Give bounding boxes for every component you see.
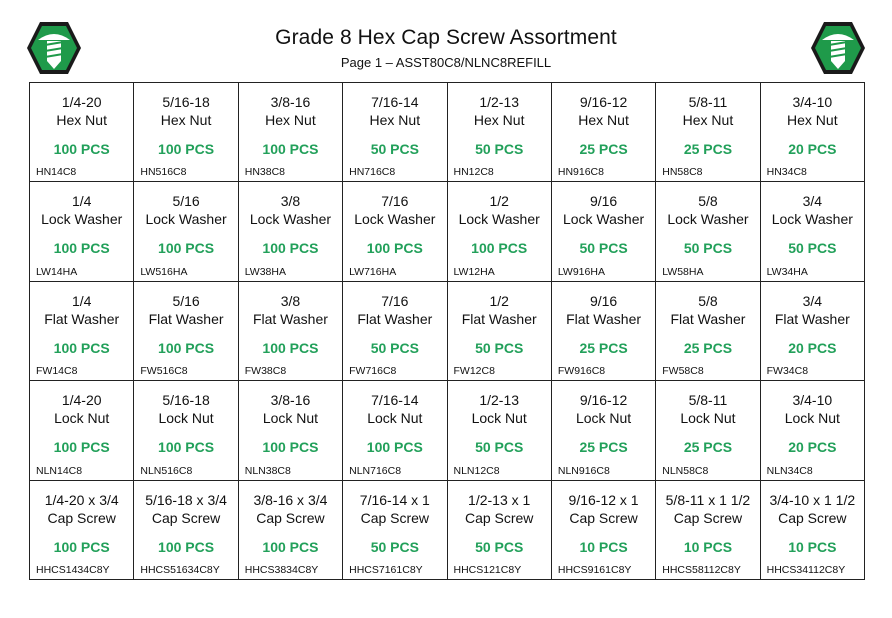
item-cell (30, 182, 134, 281)
item-size: 1/4-20 x 3/4 (44, 491, 119, 508)
item-quantity: 50 PCS (370, 141, 419, 157)
item-type: Cap Screw (151, 509, 221, 526)
item-quantity: 100 PCS (158, 339, 215, 356)
item-code: NLN58C8 (662, 464, 709, 477)
item-quantity: 100 PCS (262, 439, 319, 456)
item-quantity: 100 PCS (158, 439, 215, 456)
item-code: FW516C8 (140, 365, 188, 378)
item-code: NLN716C8 (349, 464, 402, 477)
item-type: Lock Nut (784, 410, 840, 427)
item-cell (761, 282, 865, 381)
item-cell (761, 182, 865, 281)
item-code: NLN516C8 (140, 464, 193, 477)
item-code: HN516C8 (140, 166, 187, 179)
item-size: 1/2-13 (479, 94, 520, 110)
item-code: HN58C8 (662, 166, 703, 179)
item-type: Cap Screw (464, 509, 534, 526)
item-type: Cap Screw (673, 509, 743, 526)
item-type: Cap Screw (569, 509, 638, 526)
item-quantity: 50 PCS (370, 538, 419, 555)
item-quantity: 25 PCS (579, 439, 628, 456)
item-type: Lock Washer (145, 211, 227, 228)
item-size: 5/8-11 x 1 1/2 (665, 491, 751, 508)
item-code: NLN916C8 (557, 464, 610, 477)
item-type: Flat Washer (252, 310, 328, 327)
item-code: NLN14C8 (36, 464, 83, 477)
item-cell (761, 83, 865, 182)
item-type: Lock Washer (771, 211, 853, 228)
item-cell (761, 381, 865, 480)
item-cell (134, 83, 238, 182)
item-quantity: 10 PCS (579, 538, 628, 555)
assortment-grid (29, 82, 865, 580)
item-size: 5/16-18 x 3/4 (145, 491, 227, 508)
item-type: Hex Nut (473, 112, 525, 128)
item-type: Hex Nut (682, 112, 734, 128)
item-size: 9/16-12 (579, 94, 628, 110)
item-quantity: 100 PCS (366, 240, 423, 257)
item-size: 9/16 (589, 292, 618, 309)
item-cell (239, 83, 343, 182)
item-code: HHCS9161C8Y (557, 564, 632, 576)
item-code: LW716HA (349, 265, 397, 278)
item-code: HHCS51634C8Y (140, 564, 220, 576)
item-code: NLN12C8 (453, 464, 500, 477)
item-type: Hex Nut (56, 112, 107, 128)
item-quantity: 50 PCS (370, 339, 419, 356)
item-code: HHCS58112C8Y (662, 564, 741, 576)
item-cell (239, 282, 343, 381)
item-cell (30, 282, 134, 381)
item-size: 3/4-10 x 1 1/2 (769, 491, 856, 508)
item-cell (656, 182, 760, 281)
item-quantity: 100 PCS (262, 141, 319, 157)
item-size: 7/16-14 (371, 392, 419, 409)
item-size: 3/8 (280, 193, 301, 210)
item-cell (448, 83, 552, 182)
item-cell (448, 182, 552, 281)
item-code: NLN34C8 (766, 464, 813, 477)
item-type: Lock Nut (575, 410, 632, 427)
item-quantity: 20 PCS (788, 439, 837, 456)
item-size: 1/2-13 (479, 392, 520, 409)
item-size: 1/2-13 x 1 (468, 491, 531, 508)
item-size: 1/4 (71, 292, 92, 309)
item-cell (239, 481, 343, 580)
item-type: Cap Screw (778, 509, 847, 526)
page-title: Grade 8 Hex Cap Screw Assortment (275, 26, 617, 49)
item-code: HHCS3834C8Y (244, 564, 319, 576)
item-cell (134, 182, 238, 281)
item-type: Lock Washer (249, 211, 332, 228)
item-quantity: 100 PCS (53, 339, 110, 356)
item-quantity: 25 PCS (683, 439, 733, 456)
item-code: LW516HA (140, 265, 188, 278)
item-quantity: 100 PCS (158, 538, 215, 555)
item-cell (343, 381, 447, 480)
item-cell (552, 481, 656, 580)
item-quantity: 100 PCS (471, 240, 528, 257)
item-type: Flat Washer (44, 310, 120, 327)
item-type: Flat Washer (774, 310, 850, 327)
item-code: HN916C8 (557, 166, 604, 179)
item-code: LW12HA (453, 265, 495, 278)
item-size: 5/8-11 (688, 94, 728, 110)
item-code: HN12C8 (453, 166, 494, 179)
item-quantity: 20 PCS (788, 339, 837, 356)
item-code: FW716C8 (349, 365, 397, 378)
item-type: Lock Nut (54, 410, 110, 427)
item-type: Lock Nut (262, 410, 319, 427)
item-quantity: 100 PCS (53, 240, 110, 257)
item-cell (239, 182, 343, 281)
item-cell (343, 182, 447, 281)
item-size: 3/8-16 (270, 94, 311, 110)
item-quantity: 50 PCS (475, 538, 524, 555)
item-cell (30, 83, 134, 182)
item-quantity: 20 PCS (788, 141, 837, 157)
item-size: 1/2 (489, 193, 509, 210)
item-code: HN716C8 (349, 166, 396, 179)
item-size: 7/16 (381, 193, 409, 210)
item-type: Lock Nut (680, 410, 736, 427)
item-quantity: 50 PCS (788, 240, 837, 257)
item-type: Lock Washer (458, 211, 540, 228)
item-size: 9/16 (589, 193, 618, 210)
item-code: FW38C8 (244, 365, 287, 378)
item-quantity: 100 PCS (366, 439, 423, 456)
item-cell (448, 282, 552, 381)
item-type: Cap Screw (360, 509, 430, 526)
item-code: HN14C8 (36, 166, 77, 179)
item-type: Flat Washer (357, 310, 433, 327)
item-size: 1/4 (71, 193, 92, 210)
item-cell (448, 481, 552, 580)
item-quantity: 50 PCS (475, 339, 524, 356)
item-cell (656, 481, 760, 580)
item-type: Lock Washer (354, 211, 436, 228)
item-quantity: 100 PCS (53, 141, 110, 157)
item-code: HHCS121C8Y (453, 564, 522, 576)
item-size: 3/4-10 (792, 392, 833, 409)
item-code: LW58HA (662, 265, 704, 278)
item-quantity: 50 PCS (683, 240, 733, 257)
item-quantity: 50 PCS (475, 141, 524, 157)
page-subtitle: Page 1 – ASST80C8/NLNC8REFILL (340, 55, 552, 70)
item-cell (656, 83, 760, 182)
item-code: FW58C8 (662, 365, 704, 378)
item-size: 1/2 (489, 292, 509, 309)
item-type: Lock Washer (41, 211, 123, 228)
item-size: 5/16-18 (162, 392, 210, 409)
item-size: 5/8-11 (688, 392, 728, 409)
item-cell (656, 381, 760, 480)
item-quantity: 25 PCS (683, 339, 733, 356)
item-code: FW12C8 (453, 365, 495, 378)
item-quantity: 50 PCS (579, 240, 628, 257)
item-size: 7/16-14 x 1 (359, 491, 430, 508)
item-size: 7/16 (381, 292, 409, 309)
item-quantity: 25 PCS (579, 339, 628, 356)
item-code: HN38C8 (244, 166, 286, 179)
item-size: 3/8 (280, 292, 301, 309)
item-cell (552, 182, 656, 281)
item-size: 3/4 (802, 292, 823, 309)
item-cell (552, 83, 656, 182)
item-cell (343, 83, 447, 182)
item-quantity: 10 PCS (788, 538, 837, 555)
item-cell (134, 282, 238, 381)
item-code: HN34C8 (766, 166, 807, 179)
item-cell (343, 282, 447, 381)
item-quantity: 100 PCS (158, 141, 215, 157)
item-type: Lock Nut (471, 410, 527, 427)
item-code: NLN38C8 (244, 464, 291, 477)
item-size: 5/8 (698, 193, 718, 210)
item-quantity: 50 PCS (475, 439, 524, 456)
item-cell (448, 381, 552, 480)
item-type: Flat Washer (566, 310, 642, 327)
item-size: 5/16 (172, 193, 200, 210)
item-size: 5/16 (172, 292, 200, 309)
item-quantity: 100 PCS (53, 538, 110, 555)
item-size: 3/4-10 (792, 94, 833, 110)
item-quantity: 100 PCS (158, 240, 215, 257)
item-size: 7/16-14 (371, 94, 419, 110)
item-size: 5/16-18 (162, 94, 210, 110)
item-code: HHCS1434C8Y (36, 564, 110, 576)
item-size: 3/8-16 (270, 392, 311, 409)
item-cell (761, 481, 865, 580)
item-cell (134, 481, 238, 580)
item-size: 5/8 (698, 292, 718, 309)
item-quantity: 100 PCS (262, 538, 319, 555)
item-type: Hex Nut (160, 112, 212, 128)
item-type: Lock Washer (562, 211, 645, 228)
item-size: 1/4-20 (61, 94, 102, 110)
item-type: Cap Screw (47, 509, 116, 526)
item-size: 3/4 (802, 193, 823, 210)
item-cell (30, 381, 134, 480)
item-quantity: 10 PCS (683, 538, 733, 555)
item-type: Hex Nut (265, 112, 316, 128)
item-quantity: 100 PCS (262, 339, 319, 356)
item-type: Cap Screw (256, 509, 325, 526)
item-type: Flat Washer (148, 310, 224, 327)
item-type: Flat Washer (461, 310, 537, 327)
item-cell (343, 481, 447, 580)
item-code: LW38HA (244, 265, 286, 278)
item-type: Flat Washer (670, 310, 746, 327)
item-size: 1/4-20 (61, 392, 102, 409)
item-cell (552, 282, 656, 381)
item-quantity: 100 PCS (53, 439, 110, 456)
item-code: HHCS7161C8Y (349, 564, 423, 576)
item-size: 9/16-12 (579, 392, 628, 409)
item-code: LW14HA (36, 265, 78, 278)
item-type: Hex Nut (578, 112, 629, 128)
item-cell (239, 381, 343, 480)
item-type: Hex Nut (369, 112, 421, 128)
item-type: Lock Nut (367, 410, 423, 427)
item-type: Lock Nut (158, 410, 214, 427)
item-code: HHCS34112C8Y (766, 564, 846, 576)
item-cell (656, 282, 760, 381)
item-code: LW916HA (557, 265, 605, 278)
item-code: LW34HA (766, 265, 808, 278)
item-type: Lock Washer (667, 211, 749, 228)
item-cell (552, 381, 656, 480)
item-type: Hex Nut (787, 112, 838, 128)
item-code: FW34C8 (766, 365, 809, 378)
item-size: 3/8-16 x 3/4 (253, 491, 328, 508)
item-size: 9/16-12 x 1 (568, 491, 639, 508)
item-code: FW916C8 (557, 365, 606, 378)
item-quantity: 25 PCS (683, 141, 733, 157)
item-code: FW14C8 (36, 365, 78, 378)
item-quantity: 100 PCS (262, 240, 319, 257)
item-cell (134, 381, 238, 480)
item-quantity: 25 PCS (579, 141, 628, 157)
item-cell (30, 481, 134, 580)
